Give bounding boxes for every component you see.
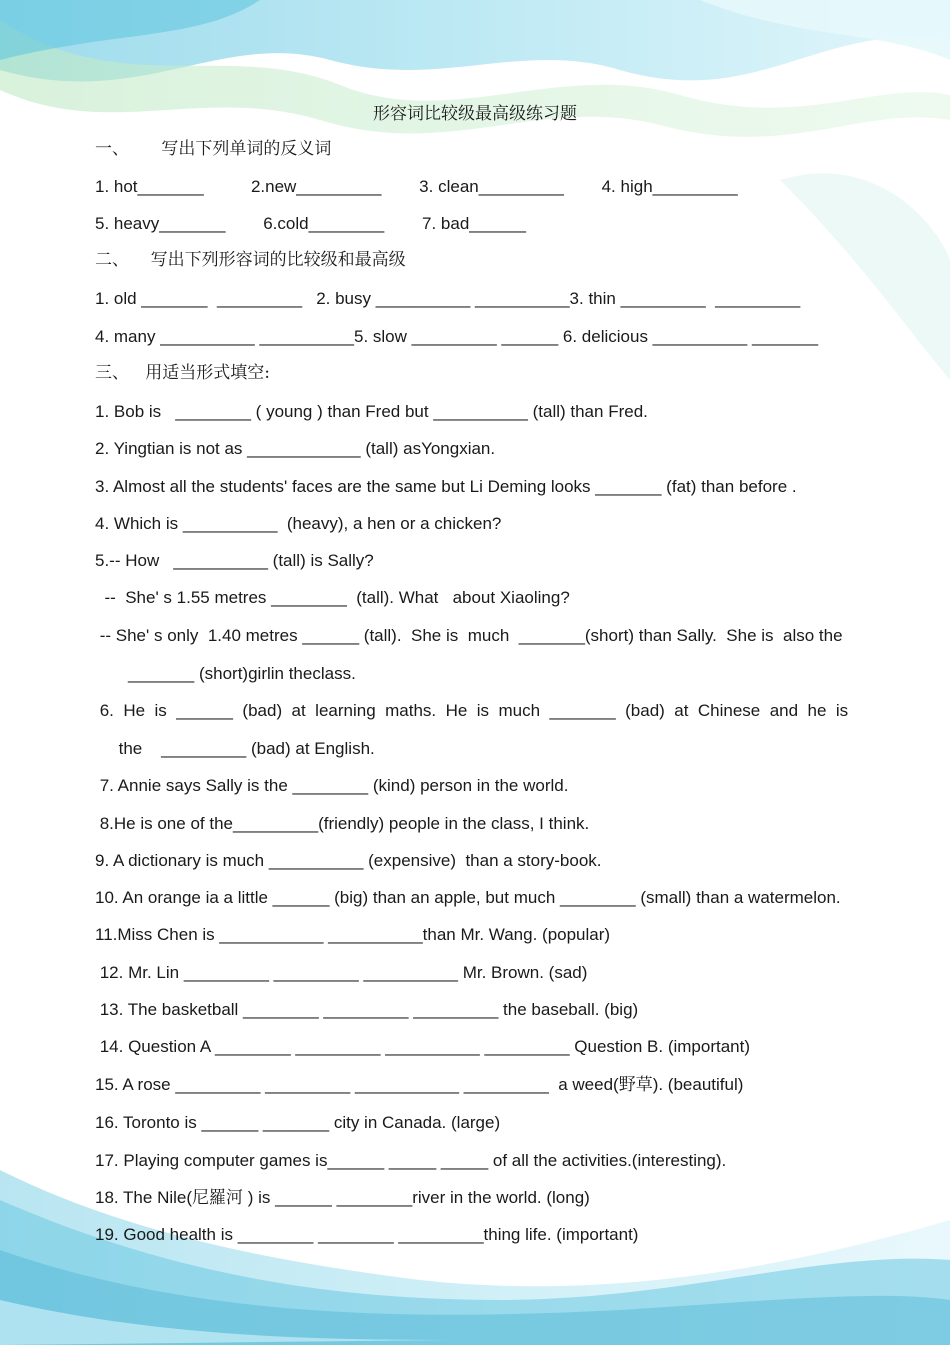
exercise-line: 14. Question A ________ _________ __________ _________ Question B. (important) bbox=[95, 1037, 751, 1056]
exercise-line: 4. Which is __________ (heavy), a hen or a chicken? bbox=[95, 514, 502, 533]
page-title: 形容词比较级最高级练习题 bbox=[373, 104, 577, 124]
section2-row2: 4. many __________ __________5. slow _________ ______ 6. delicious __________ _______ bbox=[95, 327, 819, 346]
section1-row2: 5. heavy_______ 6.cold________ 7. bad______ bbox=[95, 214, 527, 233]
exercise-line: 17. Playing computer games is______ _____ _____ of all the activities.(interesting). bbox=[95, 1151, 727, 1170]
exercise-line: 3. Almost all the students' faces are the same but Li Deming looks _______ (fat) than before . bbox=[95, 477, 797, 496]
exercise-line: -- She' s 1.55 metres ________ (tall). What about Xiaoling? bbox=[95, 588, 570, 607]
section3-heading: 三、 用适当形式填空: bbox=[95, 363, 270, 383]
exercise-line: 16. Toronto is ______ _______ city in Canada. (large) bbox=[95, 1113, 501, 1132]
exercise-line: 6. He is ______ (bad) at learning maths. He is much _______ (bad) at Chinese and he is bbox=[95, 701, 849, 720]
section1-heading: 一、 写出下列单词的反义词 bbox=[95, 139, 332, 159]
exercise-line: _______ (short)girlin theclass. bbox=[95, 664, 356, 683]
exercise-line: 12. Mr. Lin _________ _________ __________ Mr. Brown. (sad) bbox=[95, 963, 588, 982]
exercise-line: -- She' s only 1.40 metres ______ (tall). She is much _______(short) than Sally. She is also the bbox=[95, 626, 843, 645]
exercise-line: 11.Miss Chen is ___________ __________than Mr. Wang. (popular) bbox=[95, 925, 611, 944]
exercise-line: 18. The Nile(尼羅河 ) is ______ ________river in the world. (long) bbox=[95, 1188, 590, 1207]
exercise-line: 15. A rose _________ _________ ___________ _________ a weed(野草). (beautiful) bbox=[95, 1075, 744, 1094]
exercise-line: the _________ (bad) at English. bbox=[95, 739, 375, 758]
exercise-line: 7. Annie says Sally is the ________ (kind) person in the world. bbox=[95, 776, 569, 795]
exercise-line: 2. Yingtian is not as ____________ (tall) asYongxian. bbox=[95, 439, 496, 458]
exercise-line: 1. Bob is ________ ( young ) than Fred but __________ (tall) than Fred. bbox=[95, 402, 648, 421]
exercise-line: 19. Good health is ________ ________ _________thing life. (important) bbox=[95, 1225, 639, 1244]
section1-row1: 1. hot_______ 2.new_________ 3. clean_________ 4. high_________ bbox=[95, 177, 738, 196]
section2-row1: 1. old _______ _________ 2. busy __________ __________3. thin _________ _________ bbox=[95, 289, 801, 308]
section2-heading: 二、 写出下列形容词的比较级和最高级 bbox=[95, 250, 406, 270]
exercise-line: 5.-- How __________ (tall) is Sally? bbox=[95, 551, 374, 570]
exercise-line: 9. A dictionary is much __________ (expensive) than a story-book. bbox=[95, 851, 602, 870]
exercise-line: 8.He is one of the_________(friendly) people in the class, I think. bbox=[95, 814, 590, 833]
exercise-line: 10. An orange ia a little ______ (big) than an apple, but much ________ (small) than a watermelon. bbox=[95, 888, 841, 907]
exercise-line: 13. The basketball ________ _________ _________ the baseball. (big) bbox=[95, 1000, 639, 1019]
